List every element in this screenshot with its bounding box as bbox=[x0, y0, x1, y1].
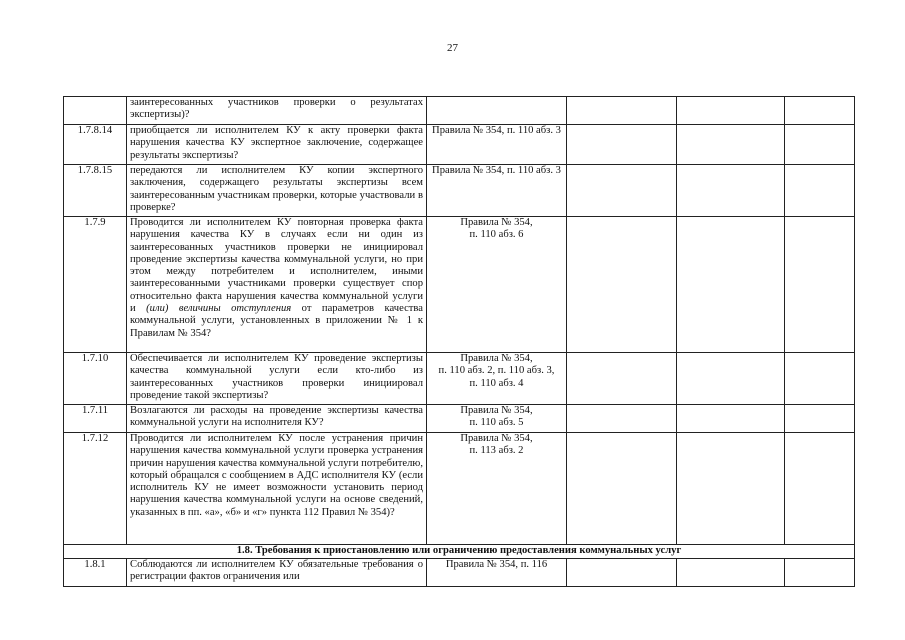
row-number bbox=[64, 97, 127, 125]
row-reference bbox=[427, 217, 567, 353]
answer-cell bbox=[567, 217, 677, 353]
table-row bbox=[64, 405, 855, 433]
reference-line: п. 110 абз. 5 bbox=[469, 417, 524, 429]
row-number: 1.7.10 bbox=[64, 353, 127, 405]
answer-cell bbox=[785, 125, 855, 165]
answer-cell bbox=[677, 165, 785, 217]
answer-cell bbox=[677, 405, 785, 433]
answer-cell bbox=[785, 559, 855, 587]
answer-cell bbox=[567, 125, 677, 165]
question-text: от параметров качества коммунальной услуги, установленных в приложении № 1 к Правилам № 354? bbox=[130, 303, 423, 339]
reference-line: Правила № 354, bbox=[460, 433, 533, 444]
answer-cell bbox=[677, 97, 785, 125]
row-number: 1.7.8.15 bbox=[64, 165, 127, 217]
table-row bbox=[64, 433, 855, 545]
reference-line: п. 110 абз. 4 bbox=[469, 377, 524, 389]
reference-line: п. 113 абз. 2 bbox=[469, 445, 524, 457]
row-question: передаются ли исполнителем КУ копии экспертного заключения, содержащего результаты экспертизы всем заинтересованным участникам проверки, которые участвовали в проверке? bbox=[127, 165, 427, 217]
reference-line: п. 110 абз. 2, п. 110 абз. 3, bbox=[438, 365, 555, 377]
row-reference bbox=[427, 405, 567, 433]
answer-cell bbox=[785, 433, 855, 545]
answer-cell bbox=[785, 97, 855, 125]
question-italic-text: (или) величины отступления bbox=[146, 303, 292, 315]
table-row bbox=[64, 353, 855, 405]
row-reference bbox=[427, 353, 567, 405]
reference-line: Правила № 354, bbox=[460, 217, 533, 228]
answer-cell bbox=[785, 165, 855, 217]
answer-cell bbox=[785, 405, 855, 433]
row-question: заинтересованных участников проверки о результатах экспертизы)? bbox=[127, 97, 427, 125]
table-row bbox=[64, 125, 855, 165]
answer-cell bbox=[567, 165, 677, 217]
answer-cell bbox=[567, 559, 677, 587]
answer-cell bbox=[567, 433, 677, 545]
question-text: Проводится ли исполнителем КУ повторная проверка факта нарушения качества КУ в случаях если ни один из заинтересованных участников проверки не инициировал проведение экспертизы качества коммунальной услуги, но при этом между потребителем и исполнителем, иными заинтересованными участниками проверки существует спор относительно факта нарушения качества коммунальной услуги и bbox=[130, 217, 423, 315]
row-number: 1.7.12 bbox=[64, 433, 127, 545]
table-row bbox=[64, 559, 855, 587]
answer-cell bbox=[567, 97, 677, 125]
section-title: 1.8. Требования к приостановлению или ограничению предоставления коммунальных услуг bbox=[64, 545, 855, 559]
row-question: Соблюдаются ли исполнителем КУ обязательные требования о регистрации фактов ограничения или bbox=[127, 559, 427, 587]
answer-cell bbox=[677, 353, 785, 405]
answer-cell bbox=[677, 433, 785, 545]
row-question: Возлагаются ли расходы на проведение экспертизы качества коммунальной услуги на исполнителя КУ? bbox=[127, 405, 427, 433]
page-number: 27 bbox=[447, 42, 458, 54]
row-reference: Правила № 354, п. 110 абз. 3 bbox=[427, 165, 567, 217]
row-number: 1.7.11 bbox=[64, 405, 127, 433]
row-number: 1.7.9 bbox=[64, 217, 127, 353]
table-row bbox=[64, 165, 855, 217]
answer-cell bbox=[785, 217, 855, 353]
row-reference: Правила № 354, п. 110 абз. 3 bbox=[427, 125, 567, 165]
section-header-row bbox=[64, 545, 855, 559]
reference-line: Правила № 354, bbox=[460, 353, 533, 364]
row-question: приобщается ли исполнителем КУ к акту проверки факта нарушения качества КУ экспертное заключение, содержащее результаты экспертизы? bbox=[127, 125, 427, 165]
reference-line: п. 110 абз. 6 bbox=[469, 229, 524, 241]
reference-line: Правила № 354, bbox=[460, 405, 533, 416]
row-question: Проводится ли исполнителем КУ после устранения причин нарушения качества коммунальной услуги проверка устранения причин нарушения качества коммунальной услуги потребителю, который обращался с сообщением в АДС исполнителя КУ (если исполнитель КУ не имеет возможности установить период нарушения качества коммунальной услуги на основе сведений, указанных в пп. «а», «б» и «г» пункта 112 Правил № 354)? bbox=[127, 433, 427, 545]
row-reference: Правила № 354, п. 116 bbox=[427, 559, 567, 587]
row-number: 1.7.8.14 bbox=[64, 125, 127, 165]
table-row bbox=[64, 217, 855, 353]
row-number: 1.8.1 bbox=[64, 559, 127, 587]
row-question bbox=[127, 217, 427, 353]
answer-cell bbox=[785, 353, 855, 405]
table-row bbox=[64, 97, 855, 125]
answer-cell bbox=[567, 353, 677, 405]
row-reference bbox=[427, 433, 567, 545]
answer-cell bbox=[677, 125, 785, 165]
row-question: Обеспечивается ли исполнителем КУ проведение экспертизы качества коммунальной услуги если кто-либо из заинтересованных участников проверки инициировал проведение такой экспертизы? bbox=[127, 353, 427, 405]
answer-cell bbox=[567, 405, 677, 433]
checklist-table bbox=[63, 96, 855, 587]
answer-cell bbox=[677, 559, 785, 587]
row-reference bbox=[427, 97, 567, 125]
answer-cell bbox=[677, 217, 785, 353]
